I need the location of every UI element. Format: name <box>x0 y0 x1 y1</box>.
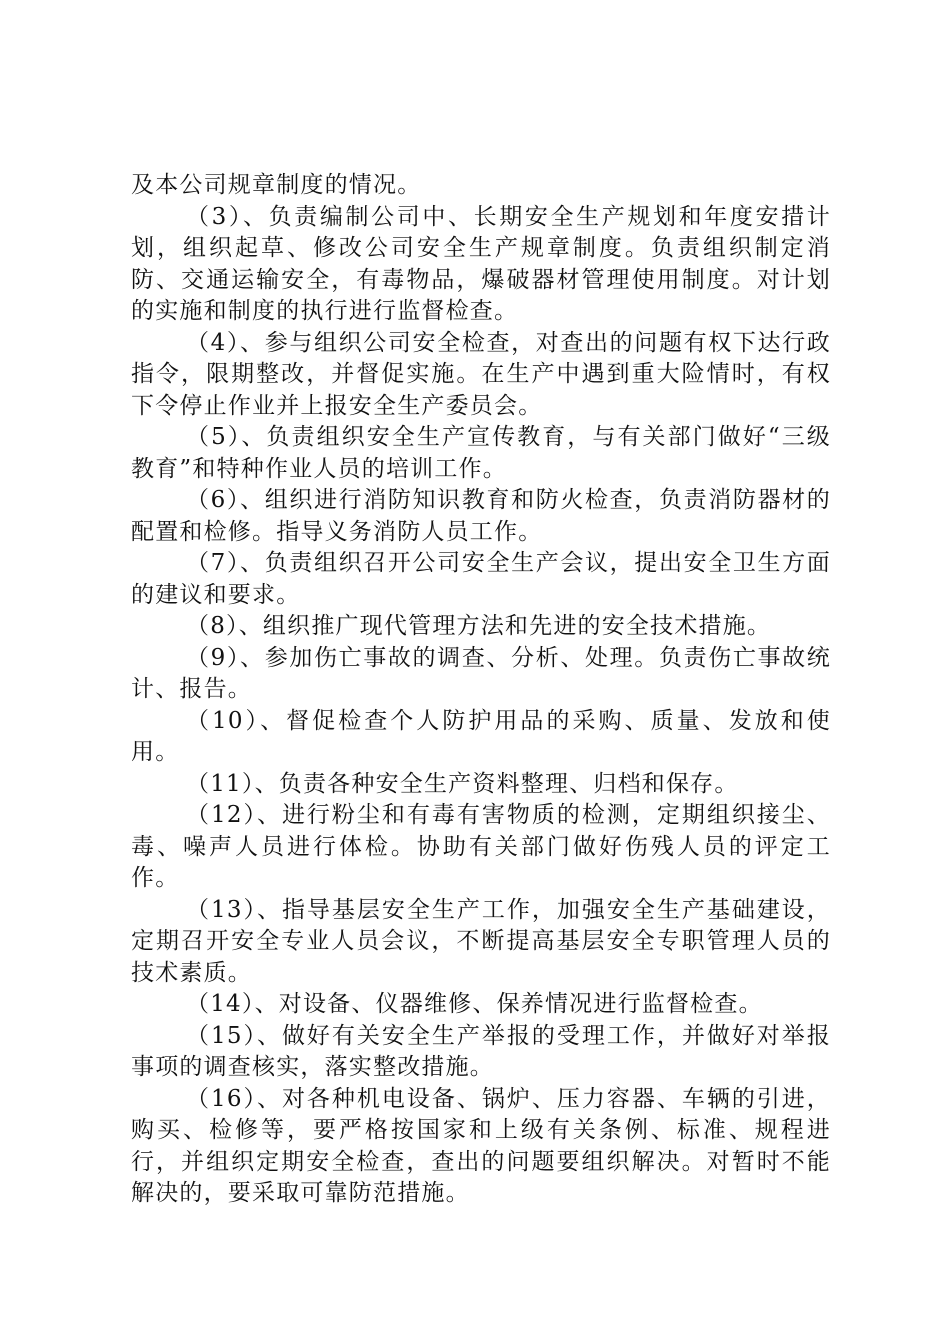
paragraph-continuation: 及本公司规章制度的情况。 <box>131 172 422 198</box>
paragraph-item-3: （3）、负责编制公司中、长期安全生产规划和年度安措计划，组织起草、修改公司安全生产规章制度。负责组织制定消防、交通运输安全，有毒物品，爆破器材管理使用制度。对计划的实施和制度的执行进行监督检查。 <box>131 203 831 324</box>
paragraph-item-14: （14）、对设备、仪器维修、保养情况进行监督检查。 <box>186 991 763 1017</box>
paragraph-item-8: （8）、组织推广现代管理方法和先进的安全技术措施。 <box>186 613 772 639</box>
paragraph-item-6: （6）、组织进行消防知识教育和防火检查，负责消防器材的配置和检修。指导义务消防人员工作。 <box>131 487 831 545</box>
paragraph-item-5: （5）、负责组织安全生产宣传教育，与有关部门做好“三级教育”和特种作业人员的培训工作。 <box>131 424 831 482</box>
paragraph-item-10: （10）、督促检查个人防护用品的采购、质量、发放和使用。 <box>131 707 831 765</box>
paragraph-item-15: （15）、做好有关安全生产举报的受理工作，并做好对举报事项的调查核实，落实整改措施。 <box>131 1022 831 1080</box>
paragraph-item-7: （7）、负责组织召开公司安全生产会议，提出安全卫生方面的建议和要求。 <box>131 550 831 608</box>
paragraph-item-16: （16）、对各种机电设备、锅炉、压力容器、车辆的引进，购买、检修等，要严格按国家和上级有关条例、标准、规程进行，并组织定期安全检查，查出的问题要组织解决。对暂时不能解决的，要采取可靠防范措施。 <box>131 1085 831 1206</box>
paragraph-item-4: （4）、参与组织公司安全检查，对查出的问题有权下达行政指令，限期整改，并督促实施。在生产中遇到重大险情时，有权下令停止作业并上报安全生产委员会。 <box>131 329 831 419</box>
paragraph-item-12: （12）、进行粉尘和有毒有害物质的检测，定期组织接尘、毒、噪声人员进行体检。协助有关部门做好伤残人员的评定工作。 <box>131 802 831 891</box>
paragraph-item-13: （13）、指导基层安全生产工作，加强安全生产基础建设，定期召开安全专业人员会议，不断提高基层安全专职管理人员的技术素质。 <box>131 896 831 986</box>
paragraph-item-11: （11）、负责各种安全生产资料整理、归档和保存。 <box>186 770 739 797</box>
paragraph-item-9: （9）、参加伤亡事故的调查、分析、处理。负责伤亡事故统计、报告。 <box>131 644 831 702</box>
document-page <box>131 170 831 1210</box>
